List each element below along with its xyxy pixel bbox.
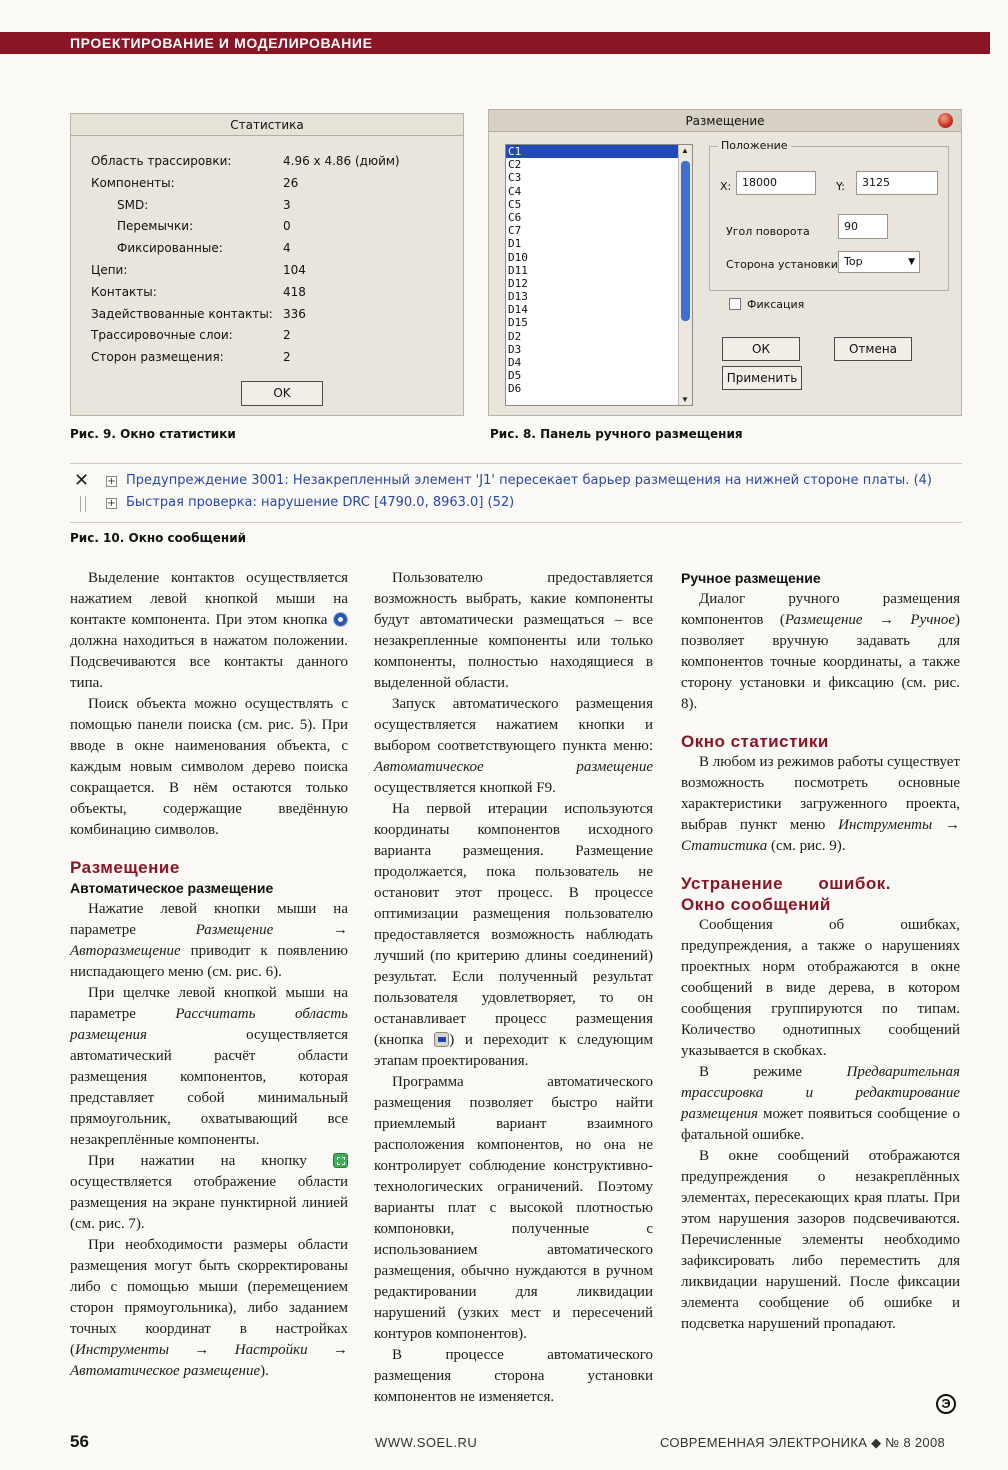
statistics-value: 2 xyxy=(283,328,291,343)
statistics-label: Перемычки: xyxy=(117,219,194,234)
component-list-item[interactable]: C7 xyxy=(508,224,522,238)
subsection-heading: Автоматическое размещение xyxy=(70,880,274,896)
end-of-article-mark: Э xyxy=(936,1394,956,1414)
component-list-item[interactable]: D11 xyxy=(508,263,528,277)
fig9-caption: Рис. 9. Окно статистики xyxy=(70,427,236,441)
statistics-value: 336 xyxy=(283,306,306,321)
statistics-window xyxy=(70,113,464,416)
side-label: Сторона установки xyxy=(726,258,838,271)
paragraph: На первой итерации используются координаты компонентов исходного варианта размещения. Размещение продолжается, пока пользователь не остановит этот процесс. В процессе оптимизации размещения пользователю предоставляется возможность наблюдать лучший (по критерию длины соединений) результат. Если полученный результат пользователя удовлетворяет, то он останавливает процесс размещения (кнопка ) и переходит к следующим этапам проектирования. xyxy=(374,801,653,1069)
y-label: Y: xyxy=(836,180,845,193)
component-list-item[interactable]: D3 xyxy=(508,342,522,356)
paragraph: Нажатие левой кнопки мыши на параметре Размещение → Авторазмещение приводит к появлению ниспадающего меню (см. рис. 6). xyxy=(70,901,348,980)
expand-icon[interactable]: + xyxy=(107,476,116,487)
fig8-caption: Рис. 8. Панель ручного размещения xyxy=(490,427,743,441)
section-heading: Размещение xyxy=(70,858,180,877)
statistics-label: Сторон размещения: xyxy=(91,350,224,365)
statistics-label: Задействованные контакты: xyxy=(91,306,273,321)
component-list-item[interactable]: D14 xyxy=(508,303,528,317)
y-input[interactable]: 3125 xyxy=(856,171,938,195)
text-column-1 xyxy=(70,568,348,1382)
statistics-value: 0 xyxy=(283,219,291,234)
section-heading: Окно статистики xyxy=(681,732,829,751)
component-list-item[interactable]: C2 xyxy=(508,158,522,172)
position-group xyxy=(709,139,949,291)
component-list-item[interactable]: D5 xyxy=(508,369,522,383)
component-list[interactable] xyxy=(505,144,693,406)
stop-icon xyxy=(434,1032,449,1047)
fig10-caption: Рис. 10. Окно сообщений xyxy=(70,531,247,545)
component-list-item[interactable]: D1 xyxy=(508,237,522,251)
footer-url[interactable]: WWW.SOEL.RU xyxy=(375,1435,478,1450)
paragraph: В любом из режимов работы существует возможность посмотреть основные характеристики загруженного проекта, выбрав пункт меню Инструменты → Статистика (см. рис. 9). xyxy=(681,754,960,854)
component-list-item[interactable]: D10 xyxy=(508,250,528,264)
paragraph: В режиме Предварительная трассировка и редактирование размещения может появиться сообщение о фатальной ошибке. xyxy=(681,1064,960,1143)
ok-button[interactable]: ОК xyxy=(722,337,800,361)
statistics-label: Цепи: xyxy=(91,263,128,277)
statistics-ok-button[interactable]: OK xyxy=(241,381,323,406)
component-list-item[interactable]: C5 xyxy=(508,197,522,211)
x-input[interactable]: 18000 xyxy=(736,171,816,195)
statistics-window-title: Статистика xyxy=(71,114,463,136)
statistics-value: 2 xyxy=(283,350,291,365)
text-column-2 xyxy=(374,568,653,1408)
paragraph: Пользователю предоставляется возможность выбрать, какие компоненты будут автоматически размещаться – все незакрепленные компоненты или только компоненты, полностью находящиеся в выделенной области. xyxy=(374,570,653,691)
side-select[interactable] xyxy=(838,251,920,273)
scroll-down-icon[interactable]: ▼ xyxy=(681,395,689,404)
pin-select-icon xyxy=(333,612,348,627)
paragraph: При нажатии на кнопку осуществляется отображение области размещения на экране пунктирной линией (см. рис. 7). xyxy=(70,1153,348,1232)
rotation-input[interactable]: 90 xyxy=(838,214,888,239)
component-list-item[interactable]: C3 xyxy=(508,171,522,185)
paragraph: Запуск автоматического размещения осуществляется нажатием кнопки и выбором соответствующего пункта меню: Автоматическое размещение осуществляется кнопкой F9. xyxy=(374,696,653,796)
paragraph: При необходимости размеры области размещения могут быть скорректированы либо с помощью мыши (перемещением сторон прямоугольника), либо заданием точных координат в настройках (Инструменты → Настройки → Автоматическое размещение). xyxy=(70,1237,348,1379)
x-label: X: xyxy=(720,180,732,193)
message-warning[interactable]: Предупреждение 3001: Незакрепленный элемент 'J1' пересекает барьер размещения на нижней стороне платы. (4) xyxy=(126,473,932,488)
section-title: ПРОЕКТИРОВАНИЕ И МОДЕЛИРОВАНИЕ xyxy=(70,35,373,51)
component-list-item[interactable]: C4 xyxy=(508,184,522,198)
chevron-down-icon[interactable]: ▼ xyxy=(908,257,915,267)
component-list-item[interactable]: D12 xyxy=(508,276,528,290)
scroll-thumb[interactable] xyxy=(681,161,690,321)
placement-window xyxy=(488,109,962,416)
statistics-label: SMD: xyxy=(117,197,149,212)
component-list-item[interactable]: D6 xyxy=(508,382,522,396)
paragraph: В окне сообщений отображаются предупреждения о незакреплённых элементах, пересекающих края платы. При этом нарушения зазоров подсвечиваются. Перечисленные элементы необходимо зафиксировать либо переместить для ликвидации нарушений. После фиксации элемента сообщение об ошибке и подсветка нарушений пропадают. xyxy=(681,1148,960,1332)
component-list-item[interactable]: D15 xyxy=(508,316,528,330)
cancel-button[interactable]: Отмена xyxy=(834,337,912,361)
paragraph: Поиск объекта можно осуществлять с помощью панели поиска (см. рис. 5). При вводе в окне наименования объекта, с каждым новым символом дерево поиска сокращается. В нём остаются только объекты, содержащие введённую комбинацию символов. xyxy=(70,696,348,838)
statistics-label: Компоненты: xyxy=(91,175,175,190)
paragraph: Диалог ручного размещения компонентов (Размещение → Ручное) позволяет вручную задавать для компонентов точные координаты, а также сторону установки и фиксацию (см. рис. 8). xyxy=(681,591,960,712)
statistics-value: 4 xyxy=(283,241,291,256)
statistics-label: Фиксированные: xyxy=(117,241,223,256)
paragraph: Выделение контактов осуществляется нажатием левой кнопкой мыши на контакте компонента. При этом кнопка должна находиться в нажатом положении. Подсвечиваются все контакты данного типа. xyxy=(70,570,348,691)
paragraph: В процессе автоматического размещения сторона установки компонентов не изменяется. xyxy=(374,1347,653,1405)
component-list-item[interactable]: C6 xyxy=(508,210,522,224)
component-list-item[interactable]: C1 xyxy=(506,145,692,158)
paragraph: При щелчке левой кнопкой мыши на параметре Рассчитать область размещения осуществляется автоматический расчёт области размещения компонентов, которая представляет собой минимальный прямоугольник, охватывающий все незакреплённые компоненты. xyxy=(70,985,348,1148)
position-legend: Положение xyxy=(718,139,791,152)
statistics-label: Трассировочные слои: xyxy=(91,328,233,343)
show-area-icon xyxy=(333,1153,348,1168)
footer-journal: СОВРЕМЕННАЯ ЭЛЕКТРОНИКА ◆ № 8 2008 xyxy=(660,1435,946,1450)
component-list-item[interactable]: D13 xyxy=(508,290,528,304)
subsection-heading: Ручное размещение xyxy=(681,570,821,586)
rotation-label: Угол поворота xyxy=(726,225,810,238)
section-heading: Устранение ошибок. Окно сообщений xyxy=(681,874,891,914)
statistics-value: 26 xyxy=(283,175,299,190)
close-icon[interactable]: ✕ xyxy=(74,470,90,491)
paragraph: Сообщения об ошибках, предупреждения, а также о нарушениях проектных норм отображаются в окне сообщений в виде дерева, в котором сообщения группируются по типам. Количество однотипных сообщений указывается в скобках. xyxy=(681,917,960,1059)
statistics-value: 4.96 x 4.86 (дюйм) xyxy=(283,154,400,168)
statistics-value: 3 xyxy=(283,197,291,212)
component-list-items xyxy=(506,145,692,396)
list-scrollbar[interactable] xyxy=(678,145,692,405)
grip-handle[interactable] xyxy=(80,496,86,512)
messages-window xyxy=(70,463,962,523)
placement-window-title: Размещение xyxy=(489,110,961,132)
statistics-label: Контакты: xyxy=(91,284,157,299)
statistics-value: 418 xyxy=(283,284,306,299)
fix-checkbox[interactable] xyxy=(729,298,741,310)
message-drc[interactable]: Быстрая проверка: нарушение DRC [4790.0, 8963.0] (52) xyxy=(126,495,515,510)
scroll-up-icon[interactable]: ▲ xyxy=(681,146,689,155)
component-list-item[interactable]: D4 xyxy=(508,356,522,369)
statistics-label: Область трассировки: xyxy=(91,154,232,168)
close-icon[interactable] xyxy=(938,113,953,128)
page-header xyxy=(0,0,1008,56)
expand-icon[interactable]: + xyxy=(107,498,116,509)
side-select-value: Top xyxy=(844,255,863,268)
text-column-3 xyxy=(681,568,960,1335)
component-list-item[interactable]: D2 xyxy=(508,329,522,343)
paragraph: Программа автоматического размещения позволяет быстро найти приемлемый вариант взаимного расположения компонентов, но она не контролирует соблюдение конструктивно-технологических ограничений. Поэтому варианты плат с высокой плотностью компоновки, полученные с использованием автоматического размещения, обычно нуждаются в ручном редактировании для ликвидации нарушений (узких мест и пересечений контуров компонентов). xyxy=(374,1074,653,1342)
fix-label: Фиксация xyxy=(747,298,805,311)
statistics-value: 104 xyxy=(283,263,306,277)
page-number: 56 xyxy=(70,1432,89,1451)
apply-button[interactable]: Применить xyxy=(722,366,802,390)
